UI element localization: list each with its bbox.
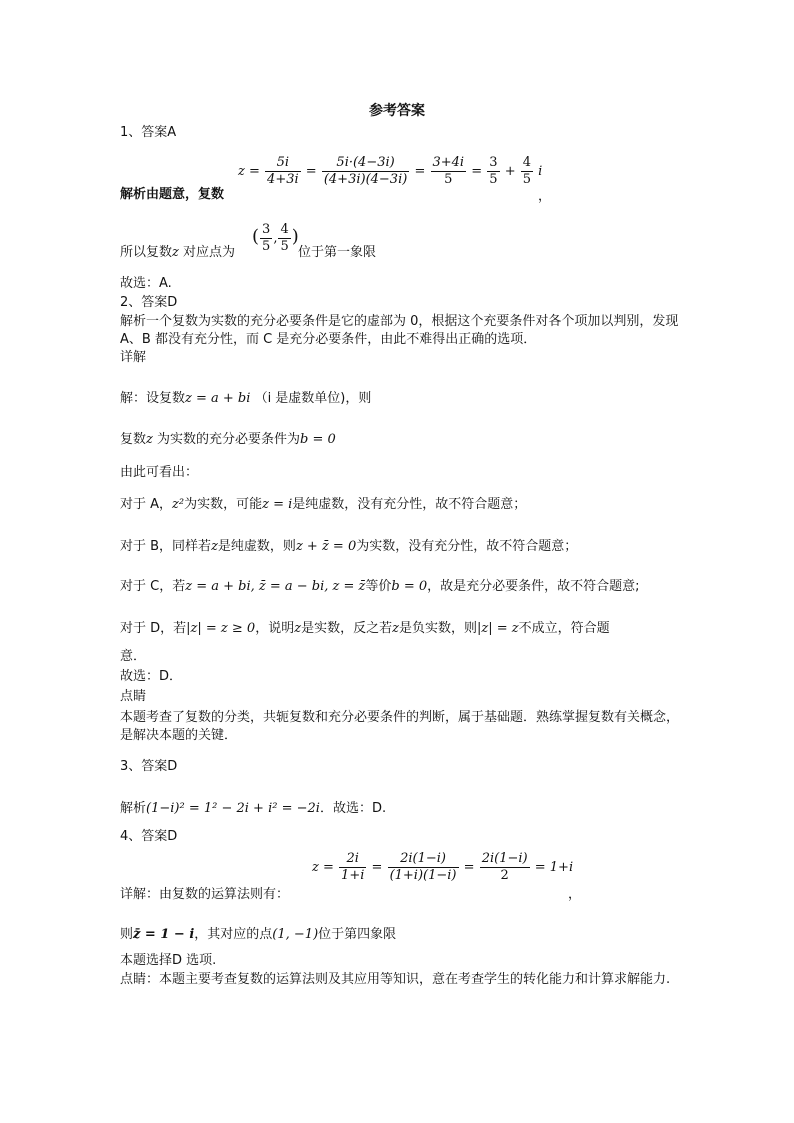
q4-comment: 点睛：本题主要考查复数的运算法则及其应用等知识，意在考查学生的转化能力和计算求解能力. <box>120 972 671 987</box>
q2-comment: 本题考查了复数的分类，共轭复数和充分必要条件的判断，属于基础题．熟练掌握复数有关概念，是解决本题的关键． <box>120 710 680 743</box>
q2-option-b: 对于 B，同样若z是纯虚数，则z + z̄ = 0为实数，没有充分性，故不符合题意； <box>120 539 578 554</box>
q1-comma: ， <box>538 189 552 204</box>
q4-heading: 4、答案D <box>120 829 178 844</box>
page-title: 参考答案 <box>369 103 425 119</box>
q2-option-d-cont: 意． <box>120 649 147 664</box>
q2-detail-head: 详解 <box>120 350 147 365</box>
q1-point: ( $\frac{3}{5}$ , $\frac{4}{5}$ ) <box>252 222 299 254</box>
q4-line2: 则z̄ = 1 − i，其对应的点(1, −1)位于第四象限 <box>120 927 397 942</box>
q2-line3: 由此可看出： <box>120 465 199 480</box>
q1-line2-tail: 位于第一象限 <box>298 245 377 260</box>
q1-select: 故选：A. <box>120 276 172 291</box>
q2-comment-head: 点睛 <box>120 689 147 704</box>
q2-option-c: 对于 C，若z = a + bi, z̄ = a − bi, z = z̄等价b = 0，故是充分必要条件，故不符合题意; <box>120 579 640 594</box>
q2-line2: 复数z 为实数的充分必要条件为b = 0 <box>120 432 336 447</box>
q4-line3: 本题选择D 选项. <box>120 953 217 968</box>
q4-lead: 详解：由复数的运算法则有： <box>120 887 290 902</box>
q2-line1: 解：设复数z = a + bi （i 是虚数单位)，则 <box>120 391 372 406</box>
q4-comma: ， <box>568 887 582 902</box>
q1-line2: 所以复数z 对应点为 <box>120 245 236 260</box>
q2-option-a: 对于 A，z²为实数，可能z = i是纯虚数，没有充分性，故不符合题意； <box>120 497 527 512</box>
q1-lead: 解析由题意，复数 <box>120 187 225 202</box>
q2-heading: 2、答案D <box>120 295 178 310</box>
q1-equation: z = $\frac{5i}{4+3i}$ = $\frac{5i\cdot(4-3i)}{(4+3i)(4-3i)}$ = $\frac{3+4i}{5}$ = $\frac{3}{5}$ + $\frac{4}{5}$ i <box>238 155 543 187</box>
q2-option-d: 对于 D，若|z| = z ≥ 0，说明z是实数，反之若z是负实数，则|z| = z不成立，符合题 <box>120 621 610 636</box>
q3-heading: 3、答案D <box>120 759 178 774</box>
q3-line: 解析(1−i)² = 1² − 2i + i² = −2i．故选：D. <box>120 801 387 816</box>
q4-equation: z = $\frac{2i}{1+i}$ = $\frac{2i(1-i)}{(1+i)(1-i)}$ = $\frac{2i(1-i)}{2}$ = 1+i <box>312 851 574 883</box>
q1-heading: 1、答案A <box>120 125 177 140</box>
q2-analysis: 解析一个复数为实数的充分必要条件是它的虚部为 0，根据这个充要条件对各个项加以判别，发现 A、B 都没有充分性，而 C 是充分必要条件，由此不难得出正确的选项． <box>120 314 679 347</box>
q2-select: 故选：D． <box>120 669 183 684</box>
